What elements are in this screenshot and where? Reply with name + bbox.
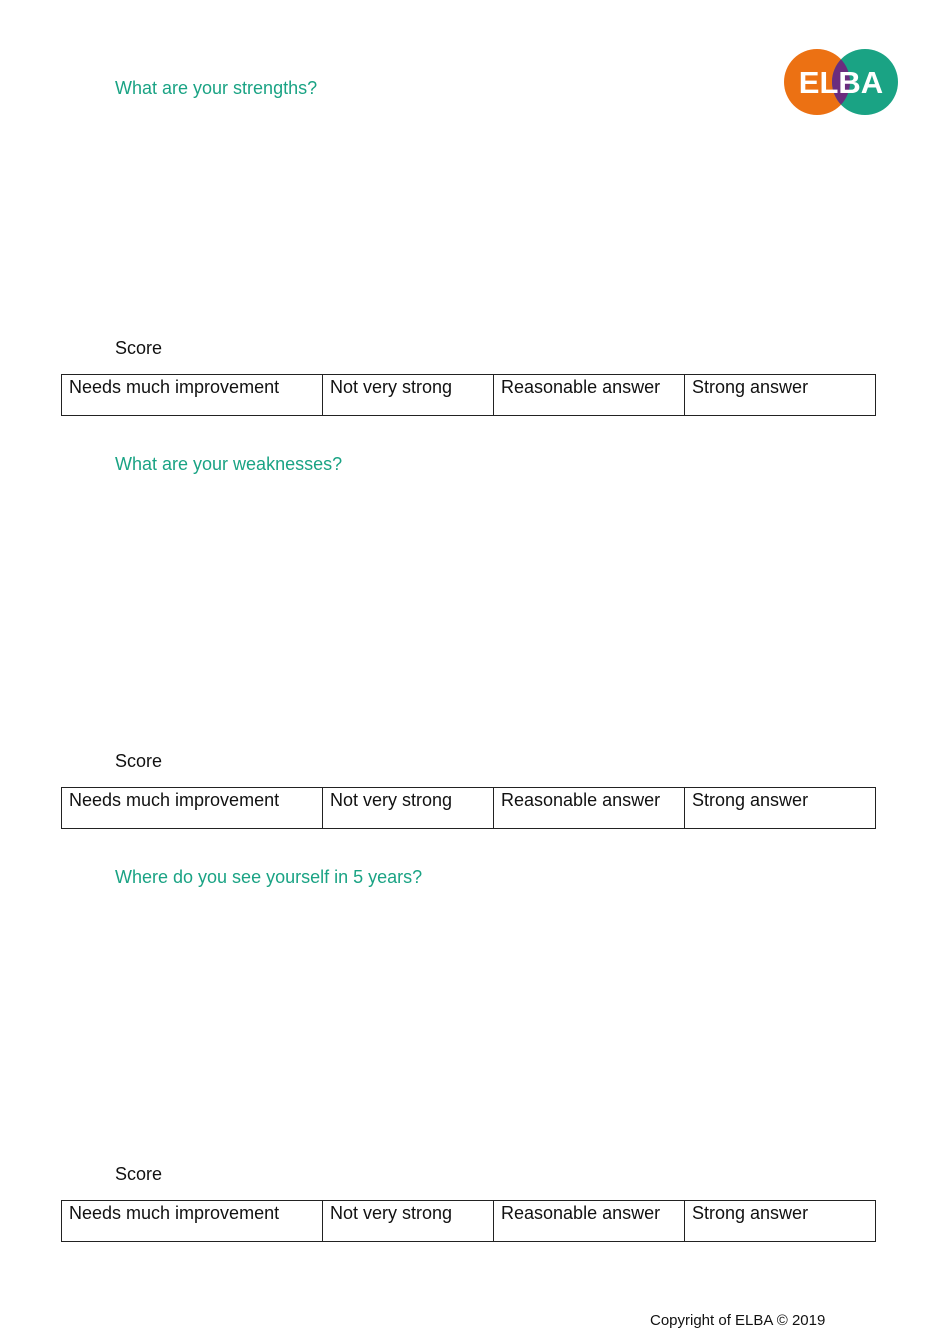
score-label: Score	[115, 338, 163, 358]
score-option-needs-improvement[interactable]: Needs much improvement	[62, 1201, 323, 1242]
question-five-years: Where do you see yourself in 5 years?	[115, 867, 423, 887]
score-option-reasonable[interactable]: Reasonable answer	[494, 375, 685, 416]
score-option-needs-improvement[interactable]: Needs much improvement	[62, 375, 323, 416]
score-option-not-very-strong[interactable]: Not very strong	[323, 788, 494, 829]
score-table-weaknesses	[61, 787, 876, 829]
elba-logo	[782, 48, 900, 116]
score-option-reasonable[interactable]: Reasonable answer	[494, 788, 685, 829]
score-option-strong[interactable]: Strong answer	[685, 788, 876, 829]
score-option-not-very-strong[interactable]: Not very strong	[323, 375, 494, 416]
score-option-strong[interactable]: Strong answer	[685, 1201, 876, 1242]
score-table-five-years	[61, 1200, 876, 1242]
score-option-not-very-strong[interactable]: Not very strong	[323, 1201, 494, 1242]
table-row	[62, 375, 876, 416]
score-table-strengths	[61, 374, 876, 416]
logo-text: ELBA	[798, 65, 884, 100]
score-option-strong[interactable]: Strong answer	[685, 375, 876, 416]
question-weaknesses: What are your weaknesses?	[115, 454, 343, 474]
score-option-needs-improvement[interactable]: Needs much improvement	[62, 788, 323, 829]
table-row	[62, 1201, 876, 1242]
table-row	[62, 788, 876, 829]
question-strengths: What are your strengths?	[115, 78, 318, 98]
score-label: Score	[115, 751, 163, 771]
score-label: Score	[115, 1164, 163, 1184]
copyright-footer: Copyright of ELBA © 2019	[650, 1312, 826, 1329]
score-option-reasonable[interactable]: Reasonable answer	[494, 1201, 685, 1242]
